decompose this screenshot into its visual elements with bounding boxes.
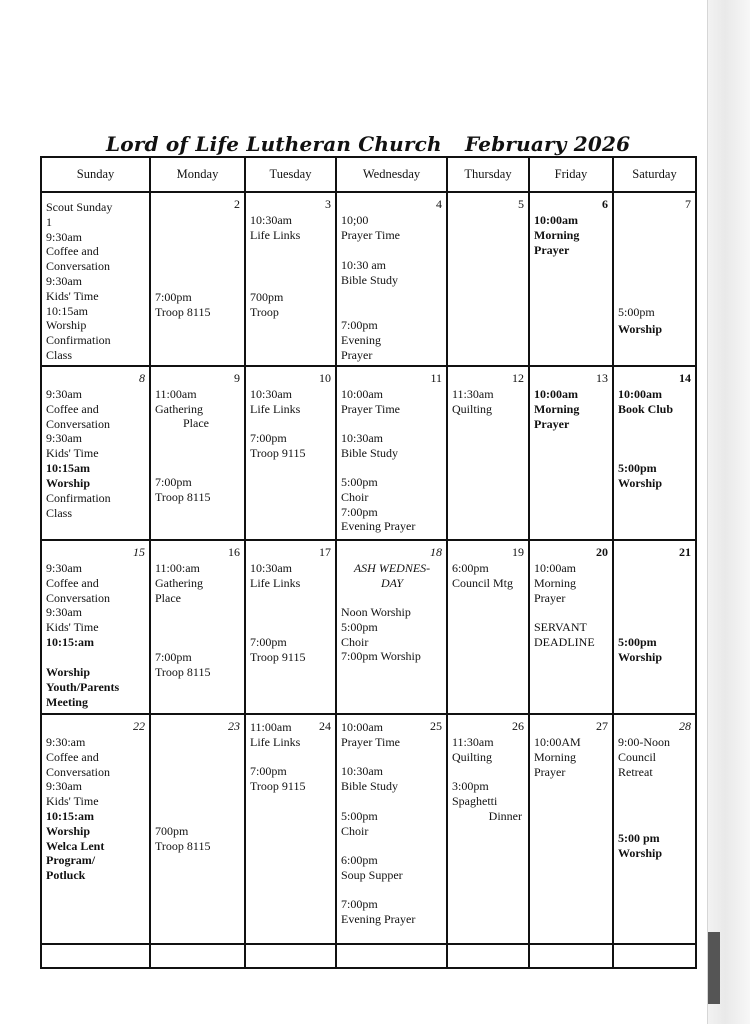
calendar-grid — [40, 156, 697, 969]
day-number: 21 — [679, 545, 691, 559]
day-number: 13 — [596, 371, 608, 385]
event-text: 11:00am Gathering — [155, 387, 203, 416]
day-number: 8 — [139, 371, 145, 385]
event-text: Dinner — [488, 809, 522, 823]
event-text: 700pm Troop 8115 — [155, 824, 211, 853]
day-number: 10 — [319, 371, 331, 385]
event-text: 11:00am Life Links — [250, 720, 301, 749]
day-number: 16 — [228, 545, 240, 559]
event-text: 11:30am Quilting — [452, 735, 494, 764]
day-cell-12 — [447, 366, 529, 540]
event-text: 5:00pm Choir — [341, 809, 378, 838]
day-cell-14 — [613, 366, 696, 540]
empty-cell — [447, 944, 529, 968]
day-cell-13 — [529, 366, 613, 540]
event-text: 9:30am Coffee and Conversation 9:30am Kids' Time — [46, 387, 110, 461]
event-text: 7:00pm Troop 9115 — [250, 764, 306, 793]
day-number: 19 — [512, 545, 524, 559]
event-text: 5:00pm Worship — [618, 635, 663, 664]
day-number: 26 — [512, 719, 524, 733]
event-text: Noon Worship 5:00pm Choir 7:00pm Worship — [341, 605, 421, 664]
empty-cell — [336, 944, 447, 968]
week-row-4 — [41, 714, 696, 944]
weekday-wednesday: Wednesday — [336, 157, 447, 192]
event-text: 5:00pm Worship — [618, 461, 663, 490]
event-text: 10:00am Prayer Time — [341, 387, 401, 416]
day-cell-23 — [150, 714, 245, 944]
day-cell-8 — [41, 366, 150, 540]
weekday-header-row — [41, 157, 696, 192]
day-cell-4 — [336, 192, 447, 366]
day-number: 2 — [234, 197, 240, 211]
empty-cell — [613, 944, 696, 968]
event-text: 7:00pm Troop 8115 — [155, 475, 211, 504]
event-text: 11:00:am Gathering Place — [155, 561, 203, 605]
event-text: 10;00 Prayer Time — [341, 213, 401, 242]
event-text: 5:00 pm Worship — [618, 831, 663, 860]
empty-cell — [529, 944, 613, 968]
weekday-monday: Monday — [150, 157, 245, 192]
day-cell-20 — [529, 540, 613, 714]
event-text: 9:00-Noon Council Retreat — [618, 735, 670, 779]
event-text: 10:00am Morning Prayer — [534, 213, 580, 257]
event-text: ASH WEDNES- DAY — [353, 561, 431, 590]
event-text: 10:30am Life Links — [250, 561, 301, 590]
event-text: 10:15am Worship — [46, 461, 91, 490]
edge-tab — [708, 932, 720, 1004]
weekday-thursday: Thursday — [447, 157, 529, 192]
day-cell-2 — [150, 192, 245, 366]
day-cell-18 — [336, 540, 447, 714]
day-number: 12 — [512, 371, 524, 385]
day-cell-26 — [447, 714, 529, 944]
weekday-tuesday: Tuesday — [245, 157, 336, 192]
month-label: February 2026 — [465, 132, 631, 156]
day-number: 5 — [518, 197, 524, 211]
day-cell-28 — [613, 714, 696, 944]
event-text: 10:00am Morning Prayer — [534, 387, 580, 431]
day-number: 14 — [679, 371, 691, 385]
day-cell-24 — [245, 714, 336, 944]
event-text: 7:00pm Evening Prayer — [341, 897, 416, 926]
day-cell-10 — [245, 366, 336, 540]
day-number: 15 — [133, 545, 145, 559]
day-number: 23 — [228, 719, 240, 733]
event-text: 700pm Troop — [250, 290, 284, 319]
event-text: 10:15:am — [46, 635, 94, 649]
event-text: 10:15:am Worship Welca Lent Program/ Potluck — [46, 809, 105, 883]
day-number: 18 — [430, 545, 442, 559]
day-cell-22 — [41, 714, 150, 944]
day-number: 3 — [325, 197, 331, 211]
event-text: 7:00pm Troop 8115 — [155, 290, 211, 319]
day-cell-17 — [245, 540, 336, 714]
event-text: 10:30am Bible Study — [341, 764, 399, 793]
day-number: 20 — [596, 545, 608, 559]
day-number: 6 — [602, 197, 608, 211]
event-text: 10:30am Bible Study — [341, 431, 399, 460]
event-text: 10:30 am Bible Study — [341, 258, 399, 287]
event-text: 6:00pm Soup Supper — [341, 853, 403, 882]
weekday-sunday: Sunday — [41, 157, 150, 192]
weekday-friday: Friday — [529, 157, 613, 192]
event-text: 10:00am Morning Prayer — [534, 561, 576, 605]
event-text: 7:00pm Troop 8115 — [155, 650, 211, 679]
event-text: 10:00AM Morning Prayer — [534, 735, 581, 779]
event-text: 10:00am Prayer Time — [341, 720, 401, 749]
empty-footer-row — [41, 944, 696, 968]
day-number: 11 — [430, 371, 442, 385]
day-cell-6 — [529, 192, 613, 366]
day-number: 4 — [436, 197, 442, 211]
day-cell-25 — [336, 714, 447, 944]
event-text: 10:30am Life Links — [250, 387, 301, 416]
day-cell-7 — [613, 192, 696, 366]
week-row-2 — [41, 366, 696, 540]
day-number: 22 — [133, 719, 145, 733]
event-text: 6:00pm Council Mtg — [452, 561, 514, 590]
event-text: Place — [183, 416, 209, 430]
day-cell-21 — [613, 540, 696, 714]
weekday-saturday: Saturday — [613, 157, 696, 192]
event-text: 7:00pm Troop 9115 — [250, 431, 306, 460]
day-cell-9 — [150, 366, 245, 540]
day-cell-11 — [336, 366, 447, 540]
event-text: 7:00pm Evening Prayer — [341, 318, 381, 362]
empty-cell — [41, 944, 150, 968]
day-cell-5 — [447, 192, 529, 366]
event-text: SERVANT DEADLINE — [534, 620, 595, 649]
day-cell-15 — [41, 540, 150, 714]
event-text: 5:00pm Choir 7:00pm Evening Prayer — [341, 475, 416, 534]
week-row-3 — [41, 540, 696, 714]
page-edge — [707, 0, 750, 1024]
event-text: Scout Sunday 1 9:30am Coffee and Conversation 9:30am Kids' Time 10:15am Worship Confirmation Class — [46, 200, 113, 362]
day-cell-19 — [447, 540, 529, 714]
event-text: Confirmation Class — [46, 491, 111, 520]
day-number: 9 — [234, 371, 240, 385]
day-number: 25 — [430, 719, 442, 733]
event-text: 10:30am Life Links — [250, 213, 301, 242]
event-text: 5:00pm — [618, 305, 655, 319]
event-text: 9:30:am Coffee and Conversation 9:30am Kids' Time — [46, 735, 110, 809]
event-text: 7:00pm Troop 9115 — [250, 635, 306, 664]
day-cell-16 — [150, 540, 245, 714]
event-text: Worship — [618, 322, 663, 336]
empty-cell — [245, 944, 336, 968]
day-number: 28 — [679, 719, 691, 733]
event-text: 10:00am Book Club — [618, 387, 674, 416]
church-name: Lord of Life Lutheran Church — [106, 132, 442, 156]
day-cell-1 — [41, 192, 150, 366]
event-text: 3:00pm Spaghetti — [452, 779, 498, 808]
calendar-title — [40, 132, 695, 158]
day-number: 27 — [596, 719, 608, 733]
day-number: 17 — [319, 545, 331, 559]
week-row-1 — [41, 192, 696, 366]
day-cell-27 — [529, 714, 613, 944]
event-text: Worship Youth/Parents Meeting — [46, 665, 120, 709]
empty-cell — [150, 944, 245, 968]
day-number: 7 — [685, 197, 691, 211]
day-cell-3 — [245, 192, 336, 366]
event-text: 11:30am Quilting — [452, 387, 494, 416]
event-text: 9:30am Coffee and Conversation 9:30am Kids' Time — [46, 561, 110, 635]
day-number: 24 — [319, 719, 331, 733]
